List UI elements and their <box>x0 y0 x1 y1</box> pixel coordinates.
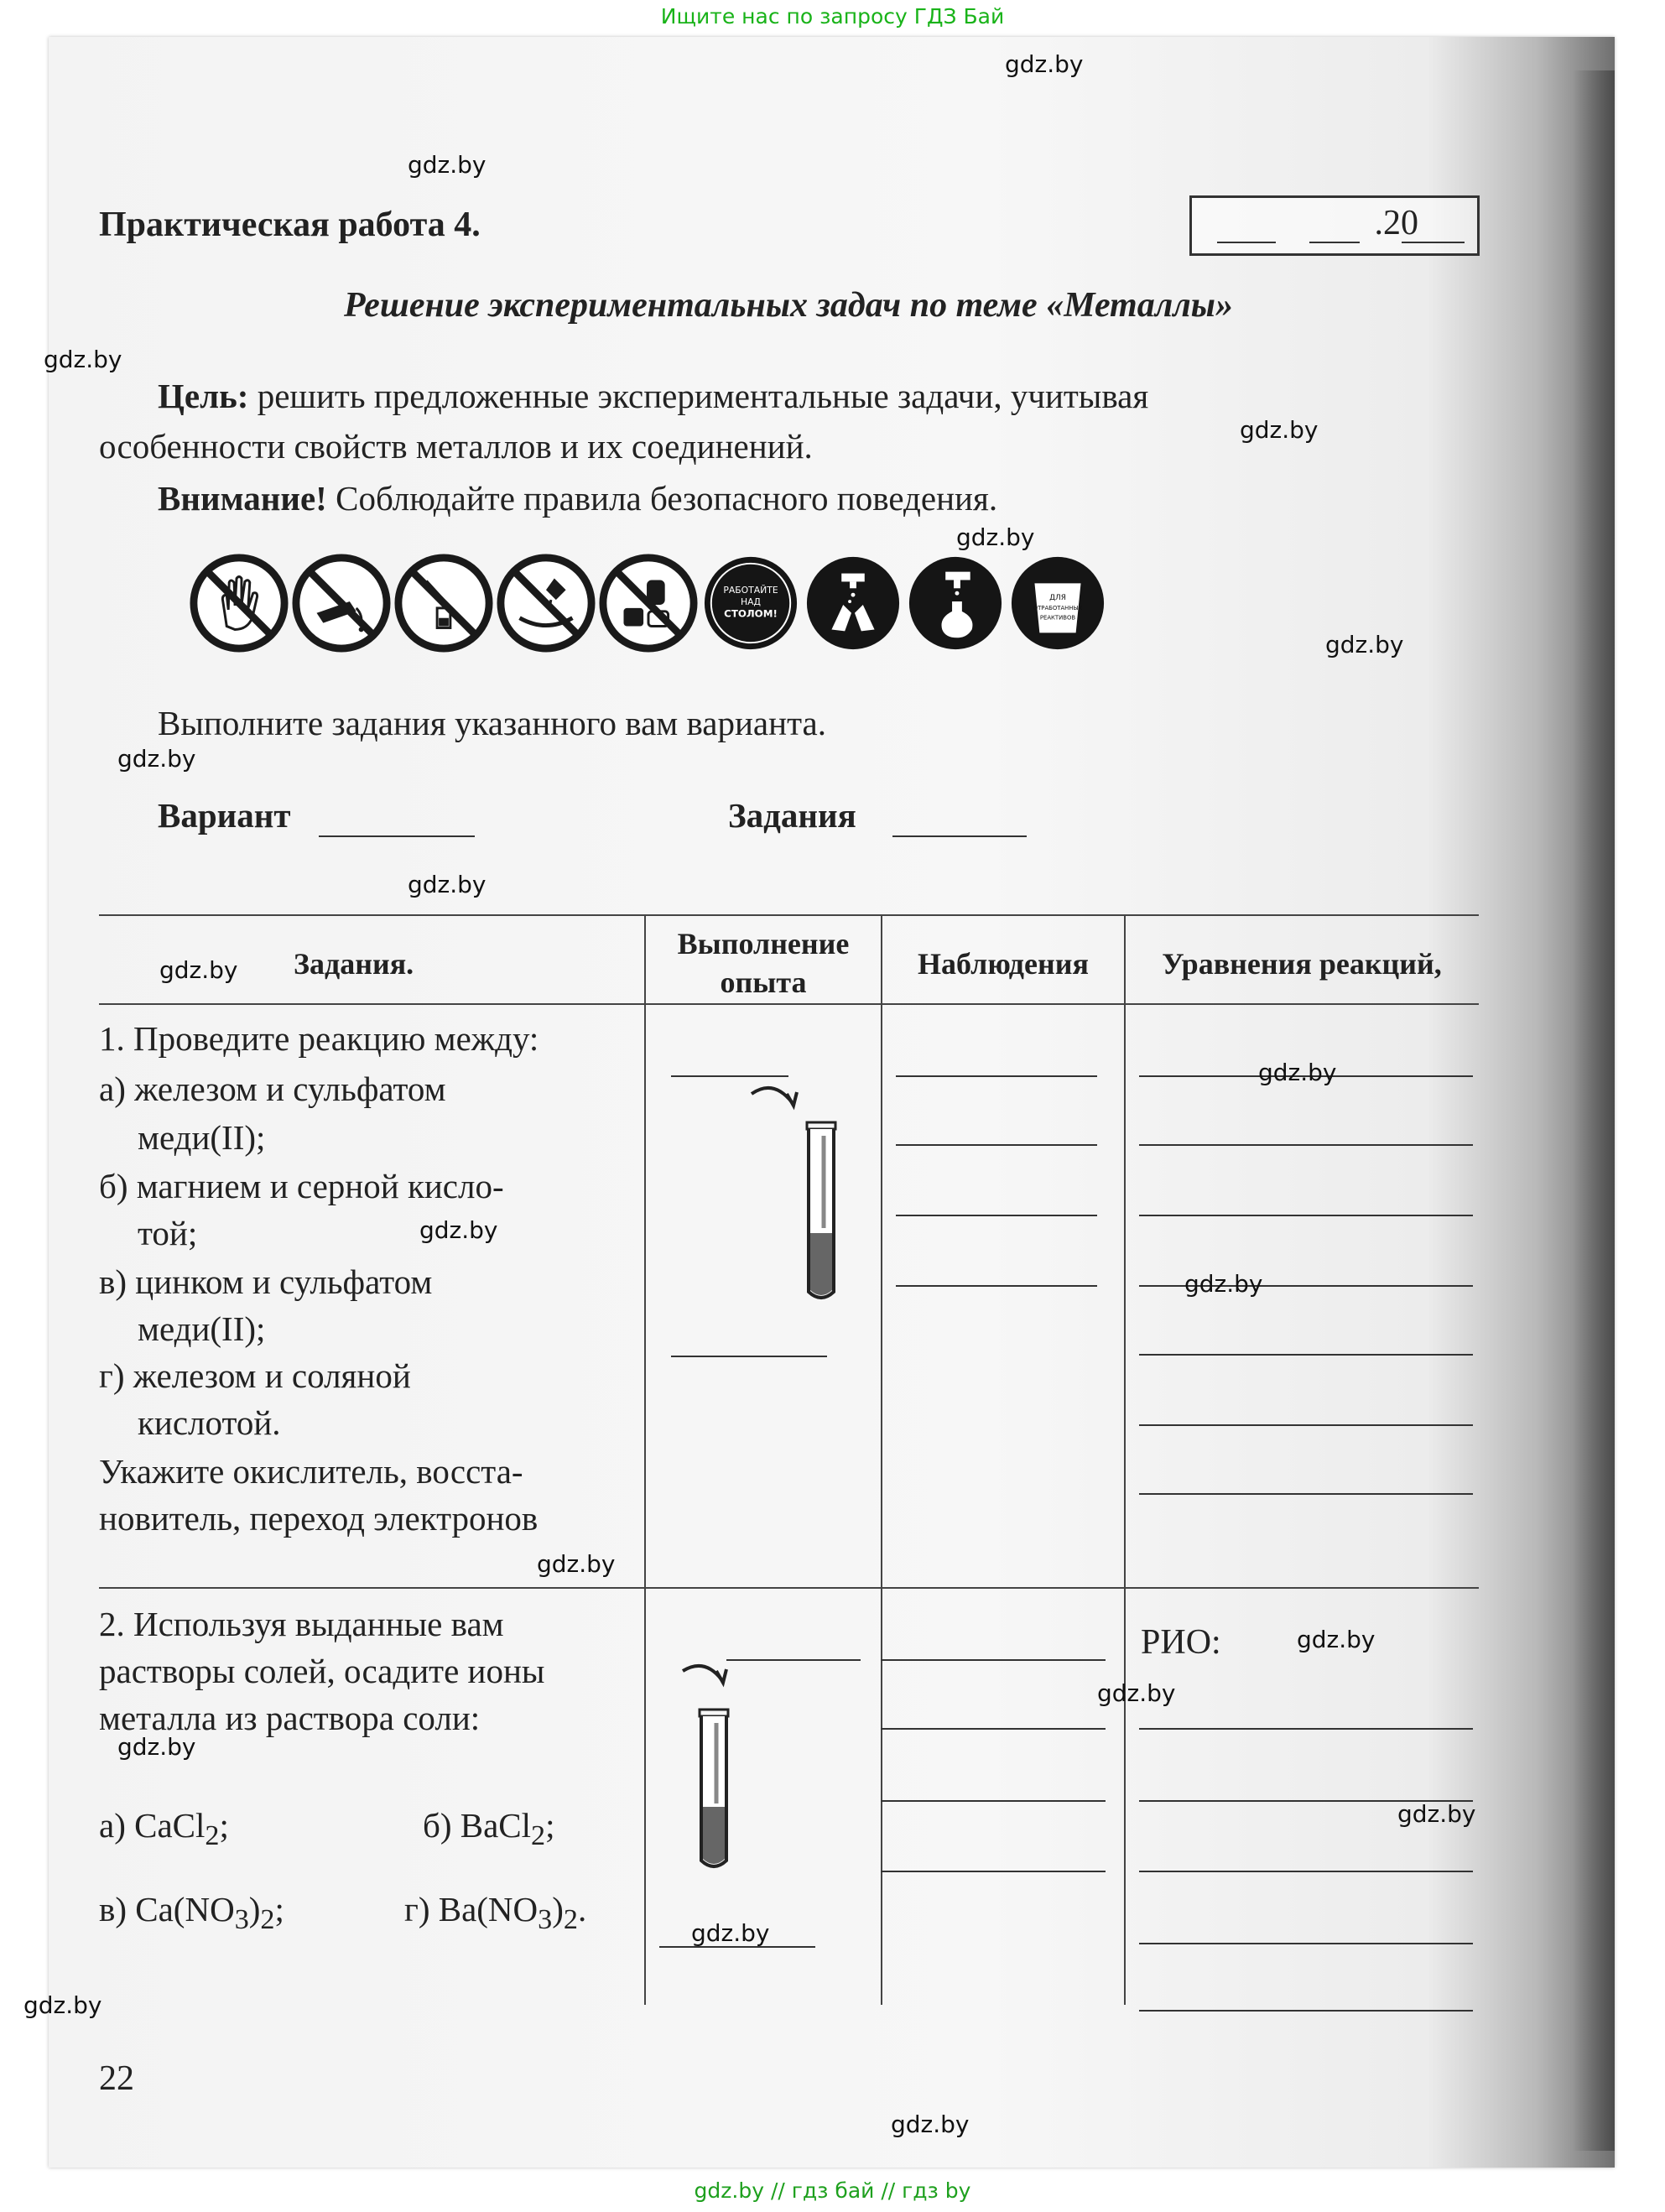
attention-label: Внимание! <box>158 479 327 518</box>
watermark-text: gdz.by <box>1297 1626 1376 1653</box>
task2-line: растворы солей, осадите ионы <box>99 1652 545 1690</box>
watermark-text: gdz.by <box>1258 1059 1337 1086</box>
task1-line: б) магнием и серной кисло- <box>99 1167 504 1205</box>
watermark-text: gdz.by <box>691 1919 770 1947</box>
page-binding-shadow <box>1573 70 1615 2151</box>
task2-option-c: в) $Ca(NO_3)_2$; <box>99 1890 284 1936</box>
watermark-text: gdz.by <box>956 523 1035 551</box>
table-top-border <box>99 914 1479 916</box>
task1-line: меди(II); <box>138 1309 266 1348</box>
sign-label-1: РАБОТАЙТЕ <box>723 585 778 596</box>
reagent-container-icon <box>1008 554 1107 653</box>
watermark-text: gdz.by <box>1184 1270 1263 1298</box>
table-row-separator <box>99 1587 1479 1589</box>
water-flask-icon <box>906 554 1005 653</box>
sign-label-3: СТОЛОМ! <box>724 607 778 620</box>
observation-answer-line[interactable] <box>881 1659 1106 1661</box>
bottom-banner[interactable]: gdz.by // гдз бай // гдз by <box>694 2178 971 2203</box>
header-observations: Наблюдения <box>918 947 1089 981</box>
sign-label-4: ДЛЯ <box>1049 594 1066 603</box>
no-waste-in-sink-icon <box>497 554 596 653</box>
goal-line-1 <box>158 376 1148 416</box>
task1-line: меди(II); <box>138 1118 266 1157</box>
table-col-divider-1 <box>644 914 646 2005</box>
observation-answer-line[interactable] <box>896 1285 1097 1287</box>
tasks-label: Задания <box>728 796 856 835</box>
wash-hands-icon <box>804 554 903 653</box>
rio-label: РИО: <box>1141 1623 1221 1662</box>
task2-option-a: а) CaCl$_2$; <box>99 1806 229 1852</box>
top-banner[interactable]: Ищите нас по запросу ГДЗ Бай <box>660 4 1005 29</box>
task2-option-b: б) BaCl$_2$; <box>423 1806 555 1852</box>
no-pouring-icon <box>292 554 391 653</box>
variant-label: Вариант <box>158 796 291 835</box>
equation-answer-line[interactable] <box>1139 1354 1473 1356</box>
observation-answer-line[interactable] <box>896 1215 1097 1216</box>
observation-answer-line[interactable] <box>881 1871 1106 1872</box>
date-field[interactable] <box>1189 195 1480 256</box>
date-day-line <box>1217 242 1276 243</box>
work-over-table-icon <box>701 554 800 653</box>
observation-answer-line[interactable] <box>896 1075 1097 1077</box>
equation-answer-line[interactable] <box>1139 1728 1473 1730</box>
no-hand-contact-icon <box>190 554 289 653</box>
test-tube-icon <box>745 1082 854 1309</box>
header-experiment-1: Выполнение <box>677 927 850 960</box>
sign-label-6: РЕАКТИВОВ <box>1039 614 1076 622</box>
task2-line: металла из раствора соли: <box>99 1699 481 1737</box>
page-title: Практическая работа 4. <box>99 206 481 244</box>
task1-line: кислотой. <box>138 1403 281 1442</box>
goal-label: Цель: <box>158 377 249 415</box>
task2-option-d: г) $Ba(NO_3)_2$. <box>404 1890 587 1936</box>
watermark-text: gdz.by <box>1097 1679 1176 1707</box>
watermark-text: gdz.by <box>44 346 122 373</box>
page-number: 22 <box>99 2059 134 2098</box>
observation-answer-line[interactable] <box>896 1144 1097 1146</box>
header-tasks: Задания. <box>294 947 414 981</box>
watermark-text: gdz.by <box>1325 631 1404 658</box>
sign-label-2: НАД <box>741 596 761 607</box>
tasks-input-line[interactable] <box>892 835 1027 837</box>
task1-line: в) цинком и сульфатом <box>99 1262 433 1301</box>
watermark-text: gdz.by <box>1397 1800 1476 1828</box>
table-col-divider-3 <box>1124 914 1126 2005</box>
watermark-text: gdz.by <box>408 871 486 898</box>
header-equations: Уравнения реакций, <box>1162 947 1442 981</box>
table-header-border <box>99 1003 1479 1005</box>
variant-input-line[interactable] <box>319 835 475 837</box>
watermark-text: gdz.by <box>117 745 196 773</box>
task1-line: а) железом и сульфатом <box>99 1070 446 1108</box>
attention-line <box>158 478 997 518</box>
header-experiment-2: опыта <box>720 965 807 999</box>
observation-answer-line[interactable] <box>881 1728 1106 1730</box>
task1-line: 1. Проведите реакцию между: <box>99 1019 539 1058</box>
work-subtitle: Решение экспериментальных задач по теме «Металлы» <box>344 286 1233 325</box>
table-col-divider-2 <box>881 914 882 2005</box>
instruction-text: Выполните задания указанного вам варианта. <box>158 704 826 742</box>
goal-text-1: решить предложенные экспериментальные задачи, учитывая <box>248 377 1149 415</box>
no-eating-icon <box>599 554 698 653</box>
safety-signs-row <box>190 554 1104 663</box>
equation-answer-line[interactable] <box>1139 1144 1473 1146</box>
watermark-text: gdz.by <box>23 1991 102 2019</box>
test-tube-icon <box>678 1659 778 1877</box>
watermark-text: gdz.by <box>891 2111 970 2138</box>
task1-line: той; <box>138 1214 198 1252</box>
task1-line: новитель, переход электронов <box>99 1499 539 1538</box>
watermark-text: gdz.by <box>408 151 486 179</box>
no-tasting-icon <box>394 554 493 653</box>
experiment-answer-line[interactable] <box>671 1356 827 1357</box>
equation-answer-line[interactable] <box>1139 1215 1473 1216</box>
equation-answer-line[interactable] <box>1139 1871 1473 1872</box>
equation-answer-line[interactable] <box>1139 1493 1473 1495</box>
sign-label-5: ОТРАБОТАННЫХ <box>1033 604 1083 612</box>
watermark-text: gdz.by <box>117 1733 196 1761</box>
task1-line: Укажите окислитель, восста- <box>99 1452 523 1491</box>
equation-answer-line[interactable] <box>1139 1943 1473 1944</box>
watermark-text: gdz.by <box>159 956 238 984</box>
attention-text: Соблюдайте правила безопасного поведения. <box>326 479 998 518</box>
task1-line: г) железом и соляной <box>99 1356 411 1395</box>
date-month-line <box>1309 242 1360 243</box>
observation-answer-line[interactable] <box>881 1800 1106 1802</box>
equation-answer-line[interactable] <box>1139 2010 1473 2012</box>
watermark-text: gdz.by <box>537 1550 616 1578</box>
date-suffix: .20 <box>1374 204 1418 242</box>
task2-line: 2. Используя выданные вам <box>99 1605 504 1643</box>
goal-text-2: особенности свойств металлов и их соединений. <box>99 427 813 466</box>
watermark-text: gdz.by <box>1005 50 1084 78</box>
watermark-text: gdz.by <box>419 1216 498 1244</box>
equation-answer-line[interactable] <box>1139 1424 1473 1426</box>
watermark-text: gdz.by <box>1240 416 1319 444</box>
experiment-answer-line[interactable] <box>671 1075 788 1077</box>
